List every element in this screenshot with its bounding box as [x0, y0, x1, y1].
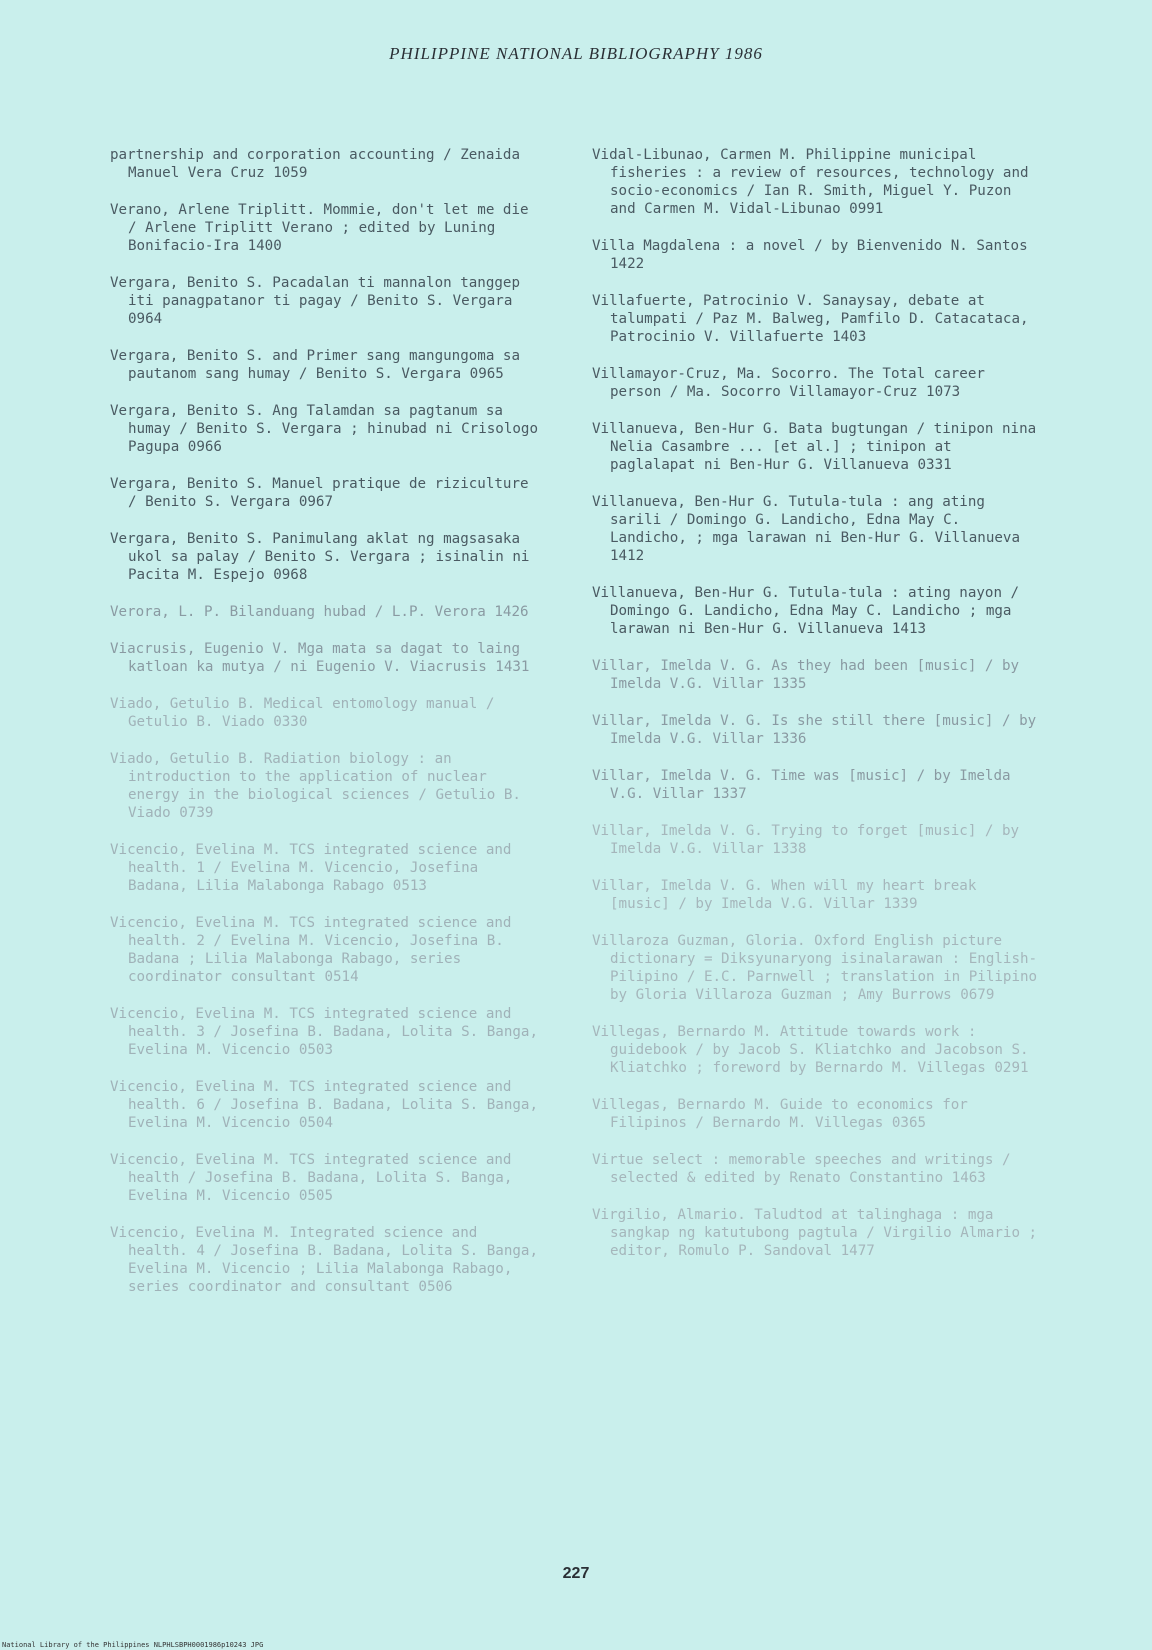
right-column	[592, 146, 1046, 1279]
bib-entry: Villar, Imelda V. G. Time was [music] / by Imelda V.G. Villar 1337	[592, 768, 1020, 802]
bib-entry: Vicencio, Evelina M. TCS integrated science and health / Josefina B. Badana, Lolita S. Banga, Evelina M. Vicencio 0505	[110, 1152, 521, 1204]
bib-entry: Vergara, Benito S. Pacadalan ti mannalon tanggep iti panagpatanor ti pagay / Benito S. Vergara 0964	[110, 275, 529, 327]
bib-entry: Villafuerte, Patrocinio V. Sanaysay, debate at talumpati / Paz M. Balweg, Pamfilo D. Catacataca, Patrocinio V. Villafuerte 1403	[592, 293, 1038, 345]
bib-entry: Viado, Getulio B. Medical entomology manual / Getulio B. Viado 0330	[110, 696, 503, 730]
bib-entry: Virtue select : memorable speeches and writings / selected & edited by Renato Constantino 1463	[592, 1152, 1020, 1186]
page-header: PHILIPPINE NATIONAL BIBLIOGRAPHY 1986	[389, 44, 763, 63]
left-column	[110, 146, 547, 1315]
bib-entry: Vicencio, Evelina M. Integrated science and health. 4 / Josefina B. Badana, Lolita S. Banga, Evelina M. Vicencio ; Lilia Malabonga Rabago, series coordinator and consultant 0506	[110, 1225, 547, 1295]
bib-entry: Villa Magdalena : a novel / by Bienvenido N. Santos 1422	[592, 238, 1037, 272]
bib-entry: Vicencio, Evelina M. TCS integrated science and health. 2 / Evelina M. Vicencio, Josefina B. Badana ; Lilia Malabonga Rabago, series coordinator consultant 0514	[110, 915, 521, 985]
bib-entry: Vergara, Benito S. Manuel pratique de riziculture / Benito S. Vergara 0967	[110, 476, 538, 510]
bib-entry: Villaroza Guzman, Gloria. Oxford English picture dictionary = Diksyunaryong isinalarawan : English-Pilipino / E.C. Parnwell ; translation in Pilipino by Gloria Villaroza Guzman ; Amy Burrows 0679	[592, 933, 1046, 1003]
bib-entry: partnership and corporation accounting / Zenaida Manuel Vera Cruz 1059	[110, 147, 529, 181]
bib-entry: Villar, Imelda V. G. Trying to forget [music] / by Imelda V.G. Villar 1338	[592, 823, 1028, 857]
bib-entry: Villanueva, Ben-Hur G. Tutula-tula : ating nayon / Domingo G. Landicho, Edna May C. Landicho ; mga larawan ni Ben-Hur G. Villanueva 1413	[592, 585, 1028, 637]
bib-entry: Villegas, Bernardo M. Guide to economics for Filipinos / Bernardo M. Villegas 0365	[592, 1097, 977, 1131]
bib-entry: Villar, Imelda V. G. When will my heart break [music] / by Imelda V.G. Villar 1339	[592, 878, 985, 912]
bib-entry: Villanueva, Ben-Hur G. Tutula-tula : ang ating sarili / Domingo G. Landicho, Edna May C. Landicho, ; mga larawan ni Ben-Hur G. Villanueva 1412	[592, 494, 1029, 564]
bib-entry: Villar, Imelda V. G. Is she still there [music] / by Imelda V.G. Villar 1336	[592, 713, 1045, 747]
bib-entry: Virgilio, Almario. Taludtod at talinghaga : mga sangkap ng katutubong pagtula / Virgilio Almario ; editor, Romulo P. Sandoval 1477	[592, 1207, 1046, 1259]
bib-entry: Villamayor-Cruz, Ma. Socorro. The Total career person / Ma. Socorro Villamayor-Cruz 1073	[592, 366, 994, 400]
bib-entry: Vergara, Benito S. Panimulang aklat ng magsasaka ukol sa palay / Benito S. Vergara ; isinalin ni Pacita M. Espejo 0968	[110, 531, 539, 583]
bib-entry: Viacrusis, Eugenio V. Mga mata sa dagat to laing katloan ka mutya / ni Eugenio V. Viacrusis 1431	[110, 641, 530, 675]
bib-entry: Vergara, Benito S. Ang Talamdan sa pagtanum sa humay / Benito S. Vergara ; hinubad ni Crisologo Pagupa 0966	[110, 403, 547, 455]
bib-entry: Vicencio, Evelina M. TCS integrated science and health. 3 / Josefina B. Badana, Lolita S. Banga, Evelina M. Vicencio 0503	[110, 1006, 547, 1058]
bib-entry: Viado, Getulio B. Radiation biology : an introduction to the application of nuclear energy in the biological sciences / Getulio B. Viado 0739	[110, 751, 530, 821]
page-number: 227	[562, 1565, 590, 1582]
bib-entry: Vidal-Libunao, Carmen M. Philippine municipal fisheries : a review of resources, technology and socio-economics / Ian R. Smith, Miguel Y. Puzon and Carmen M. Vidal-Libunao 0991	[592, 147, 1038, 217]
bib-entry: Vicencio, Evelina M. TCS integrated science and health. 1 / Evelina M. Vicencio, Josefina Badana, Lilia Malabonga Rabago 0513	[110, 842, 521, 894]
bib-entry: Vicencio, Evelina M. TCS integrated science and health. 6 / Josefina B. Badana, Lolita S. Banga, Evelina M. Vicencio 0504	[110, 1079, 547, 1131]
bib-entry: Verano, Arlene Triplitt. Mommie, don't let me die / Arlene Triplitt Verano ; edited by Luning Bonifacio-Ira 1400	[110, 202, 538, 254]
bib-entry: Vergara, Benito S. and Primer sang mangungoma sa pautanom sang humay / Benito S. Vergara 0965	[110, 348, 529, 382]
bib-entry: Villar, Imelda V. G. As they had been [music] / by Imelda V.G. Villar 1335	[592, 658, 1028, 692]
scan-footer: National Library of the Philippines NLPHLSBPH0001986p10243 JPG	[2, 1641, 264, 1649]
bib-entry: Villegas, Bernardo M. Attitude towards work : guidebook / by Jacob S. Kliatchko and Jacobson S. Kliatchko ; foreword by Bernardo M. Villegas 0291	[592, 1024, 1038, 1076]
bib-entry: Villanueva, Ben-Hur G. Bata bugtungan / tinipon nina Nelia Casambre ... [et al.] ; tinipon at paglalapat ni Ben-Hur G. Villanueva 0331	[592, 421, 1045, 473]
bib-entry: Verora, L. P. Bilanduang hubad / L.P. Verora 1426	[110, 604, 529, 620]
